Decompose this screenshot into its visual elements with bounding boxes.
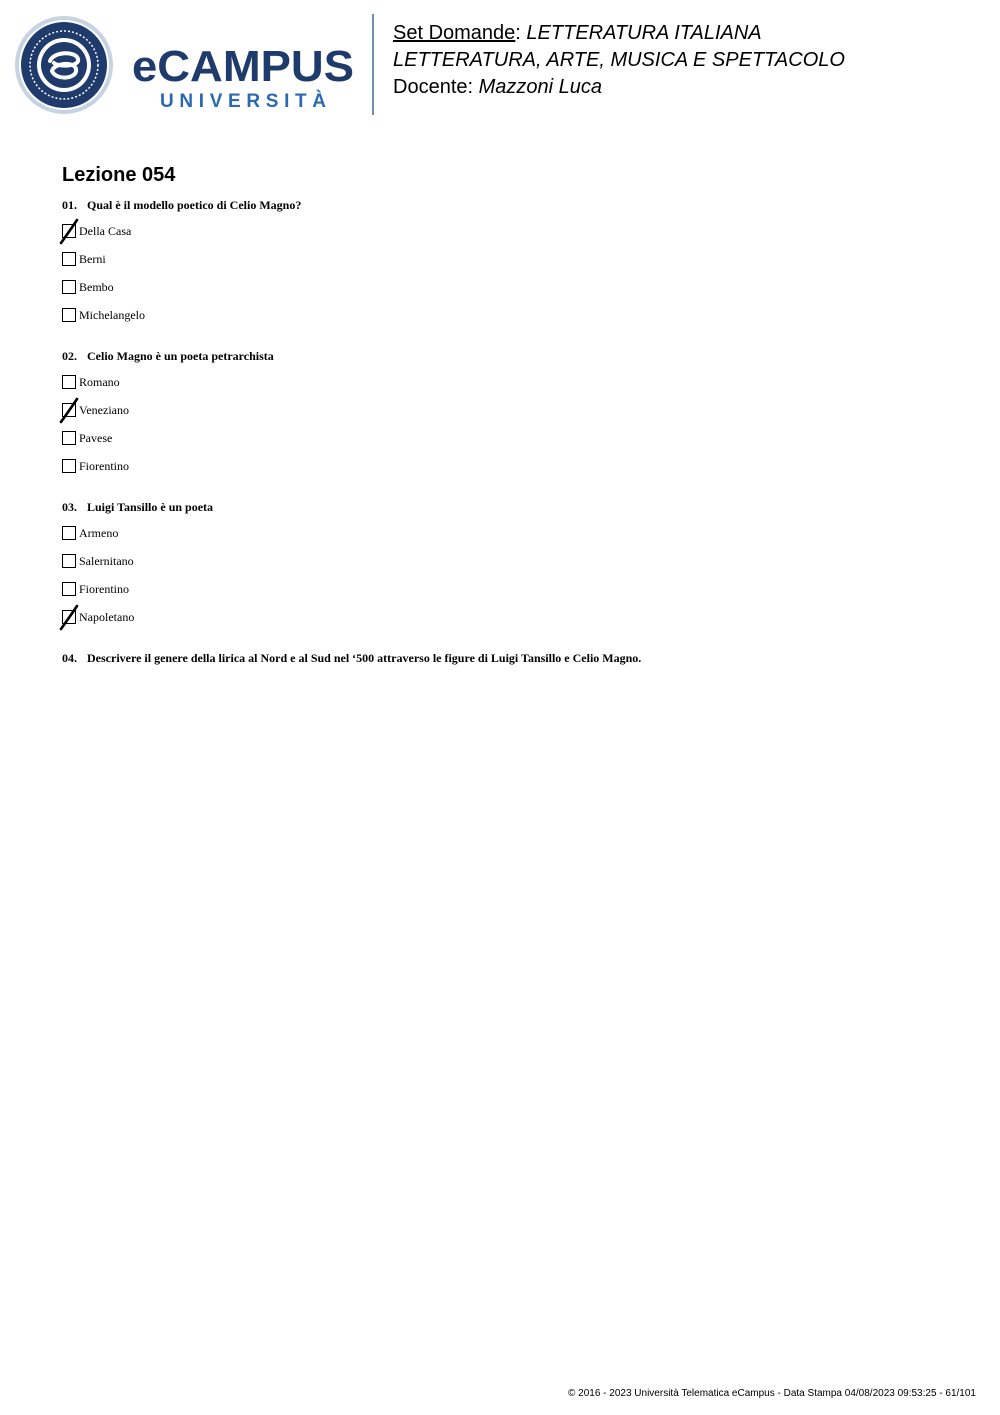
answer-option[interactable] (62, 307, 145, 323)
question-text: Qual è il modello poetico di Celio Magno? (87, 198, 302, 212)
question-number: 02. (62, 349, 77, 363)
header-divider (372, 14, 374, 115)
question-number: 01. (62, 198, 77, 212)
question-number: 04. (62, 651, 77, 665)
answer-option[interactable] (62, 553, 134, 569)
answer-label: Della Casa (79, 223, 132, 238)
answer-checkbox[interactable] (62, 526, 76, 540)
answer-checkbox[interactable] (62, 224, 76, 238)
answer-option[interactable] (62, 581, 129, 597)
answer-option[interactable] (62, 525, 118, 541)
answer-checkbox[interactable] (62, 431, 76, 445)
answer-option[interactable] (62, 430, 112, 446)
answer-label: Fiorentino (79, 458, 129, 473)
question-text: Descrivere il genere della lirica al Nord e al Sud nel ‘500 attraverso le figure di Luigi Tansillo e Celio Magno. (87, 651, 642, 665)
lesson-title: Lezione 054 (62, 164, 176, 186)
answer-checkbox[interactable] (62, 252, 76, 266)
answer-option[interactable] (62, 251, 106, 267)
teacher-label: Docente: (393, 76, 474, 98)
logo-subtitle: UNIVERSITÀ (160, 91, 326, 112)
answer-label: Romano (79, 374, 120, 389)
set-row (393, 20, 845, 47)
answer-label: Veneziano (79, 402, 129, 417)
question (62, 499, 213, 515)
answer-option[interactable] (62, 609, 134, 625)
set-value: LETTERATURA ITALIANA (526, 22, 762, 44)
answer-label: Armeno (79, 525, 119, 540)
question-text: Luigi Tansillo è un poeta (87, 500, 214, 514)
answer-label: Berni (79, 251, 106, 266)
question (62, 348, 274, 364)
set-separator: : (515, 22, 521, 44)
answer-label: Fiorentino (79, 581, 129, 596)
answer-option[interactable] (62, 223, 131, 239)
answer-checkbox[interactable] (62, 375, 76, 389)
answer-checkbox[interactable] (62, 280, 76, 294)
page-footer: © 2016 - 2023 Università Telematica eCampus - Data Stampa 04/08/2023 09:53:25 - 61/101 (568, 1388, 976, 1399)
question-number: 03. (62, 500, 77, 514)
ecampus-logo (14, 15, 359, 115)
teacher-row (393, 74, 845, 101)
check-mark-icon (58, 219, 82, 245)
answer-checkbox[interactable] (62, 582, 76, 596)
answer-checkbox[interactable] (62, 610, 76, 624)
logo-wordmark: eCAMPUS (132, 42, 354, 91)
answer-label: Bembo (79, 279, 114, 294)
answer-checkbox[interactable] (62, 403, 76, 417)
answer-label: Napoletano (79, 609, 135, 624)
answer-option[interactable] (62, 374, 120, 390)
check-mark-icon (58, 605, 82, 631)
document-header (393, 20, 845, 101)
set-label: Set Domande (393, 22, 516, 44)
answer-label: Michelangelo (79, 307, 145, 322)
answer-option[interactable] (62, 402, 129, 418)
answer-label: Pavese (79, 430, 113, 445)
answer-checkbox[interactable] (62, 308, 76, 322)
question (62, 650, 641, 666)
subject-row (393, 47, 845, 74)
answer-label: Salernitano (79, 553, 134, 568)
question-text: Celio Magno è un poeta petrarchista (87, 349, 274, 363)
answer-option[interactable] (62, 458, 129, 474)
question (62, 197, 301, 213)
answer-option[interactable] (62, 279, 114, 295)
subject-name: LETTERATURA, ARTE, MUSICA E SPETTACOLO (393, 49, 845, 71)
teacher-name: Mazzoni Luca (478, 76, 603, 98)
check-mark-icon (58, 398, 82, 424)
answer-checkbox[interactable] (62, 554, 76, 568)
answer-checkbox[interactable] (62, 459, 76, 473)
